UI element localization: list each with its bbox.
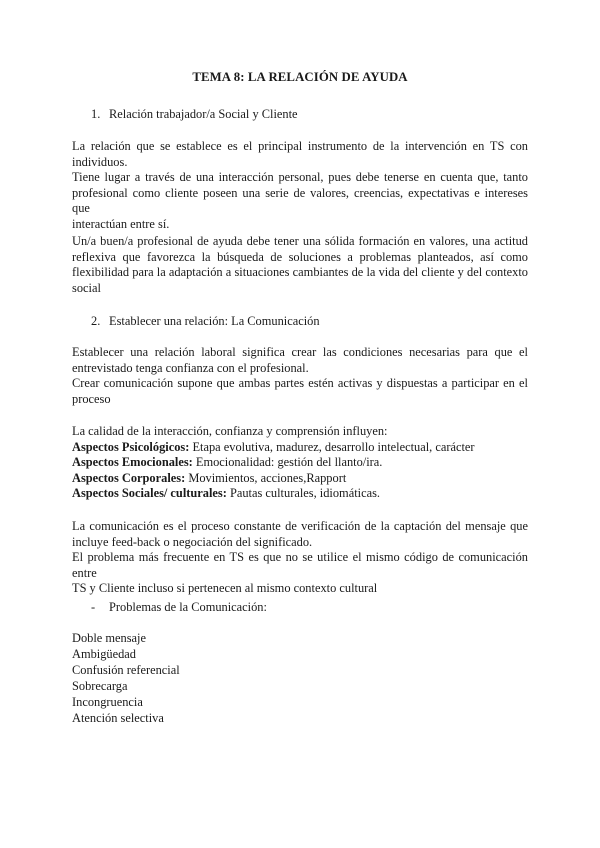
aspect-psychological <box>72 440 528 456</box>
section-1-heading <box>91 107 298 123</box>
section-2-paragraph-3 <box>72 519 528 597</box>
section-1-paragraph-3 <box>72 234 528 296</box>
text-line: Tiene lugar a través de una interacción personal, pues debe tenerse en cuenta que, tanto <box>72 170 528 185</box>
dash-marker: - <box>91 600 96 614</box>
list-item: Doble mensaje <box>72 631 146 645</box>
problems-title: Problemas de la Comunicación: <box>109 600 267 614</box>
problems-list <box>72 630 180 726</box>
aspect-label: Aspectos Emocionales: <box>72 455 193 470</box>
text-line: entrevistado tenga confianza con el profesional. <box>72 360 309 375</box>
aspects-intro: La calidad de la interacción, confianza y comprensión influyen: <box>72 424 388 438</box>
aspect-emotional <box>72 455 528 471</box>
list-item: Sobrecarga <box>72 679 128 693</box>
text-line: incluye feed-back o negociación del significado. <box>72 534 313 549</box>
text-line: El problema más frecuente en TS es que no se utilice el mismo código de comunicación entre <box>72 550 528 580</box>
document-page <box>72 0 528 848</box>
list-item: Confusión referencial <box>72 663 180 677</box>
text-line: Crear comunicación supone que ambas partes estén activas y dispuestas a participar en el <box>72 376 528 391</box>
text-line: flexibilidad para la adaptación a situaciones cambiantes de la vida del cliente y del contexto <box>72 265 528 280</box>
section-1-title: Relación trabajador/a Social y Cliente <box>109 107 298 121</box>
section-1-number: 1. <box>91 107 101 121</box>
text-line: Un/a buen/a profesional de ayuda debe tener una sólida formación en valores, una actitud <box>72 234 528 248</box>
page-title: TEMA 8: LA RELACIÓN DE AYUDA <box>192 70 408 84</box>
aspect-text: Pautas culturales, idiomáticas. <box>226 486 380 501</box>
aspect-corporal <box>72 471 528 487</box>
text-line: social <box>72 280 101 295</box>
list-item: Atención selectiva <box>72 711 164 725</box>
aspect-text: Emocionalidad: gestión del llanto/ira. <box>192 455 383 470</box>
section-1-paragraph-1 <box>72 139 528 233</box>
section-2-number: 2. <box>91 314 101 328</box>
aspects-block <box>72 424 528 502</box>
list-item: Ambigüedad <box>72 647 137 661</box>
aspect-label: Aspectos Corporales: <box>72 470 186 485</box>
text-line: La comunicación es el proceso constante de verificación de la captación del mensaje que <box>72 519 528 533</box>
text-line: profesional como cliente poseen una serie de valores, creencias, expectativas e intereses que <box>72 185 528 216</box>
aspect-label: Aspectos Psicológicos: <box>72 439 190 454</box>
aspect-text: Movimientos, acciones,Rapport <box>185 470 347 485</box>
list-item: Incongruencia <box>72 695 143 709</box>
aspect-social-cultural <box>72 486 528 502</box>
text-line: proceso <box>72 391 111 406</box>
section-2-paragraph-1 <box>72 345 528 407</box>
text-line: La relación que se establece es el principal instrumento de la intervención en TS con <box>72 139 528 153</box>
text-line: Establecer una relación laboral significa crear las condiciones necesarias para que el <box>72 345 528 359</box>
aspect-text: Etapa evolutiva, madurez, desarrollo intelectual, carácter <box>189 439 475 454</box>
aspect-label: Aspectos Sociales/ culturales: <box>72 486 227 501</box>
problems-heading <box>91 600 267 616</box>
section-2-heading <box>91 314 320 330</box>
text-line: individuos. <box>72 154 128 169</box>
text-line: reflexiva que favorezca la búsqueda de soluciones a problemas planteados, así como <box>72 249 528 264</box>
text-line: interactúan entre sí. <box>72 216 170 231</box>
section-2-title: Establecer una relación: La Comunicación <box>109 314 320 328</box>
text-line: TS y Cliente incluso si pertenecen al mismo contexto cultural <box>72 581 378 596</box>
